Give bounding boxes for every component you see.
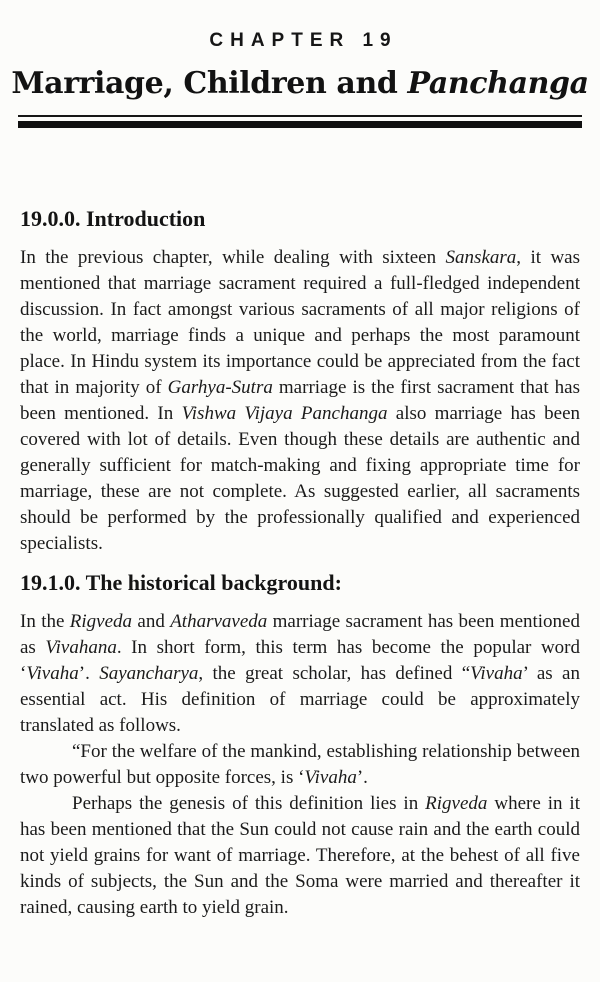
divider-thick-line	[18, 121, 582, 128]
section-heading-introduction: 19.0.0. Introduction	[20, 205, 206, 231]
section-historical-background	[20, 571, 580, 921]
divider-thin-line	[18, 115, 582, 117]
paragraph-historical-2: Perhaps the genesis of this definition lies in Rigveda where in it has been mentioned that the Sun could not cause rain and the earth could not yield grains for want of marriage. Therefore, at the behest of all five kinds of subjects, the Sun and the Soma were married and thereafter it rained, causing earth to yield grain.	[20, 792, 580, 918]
section-introduction	[20, 207, 580, 557]
title-divider	[18, 115, 582, 128]
chapter-title-italic: Panchanga	[407, 66, 589, 101]
paragraph-historical-quote: “For the welfare of the mankind, establishing relationship between two powerful but opposite forces, is ‘Vivaha’.	[20, 740, 580, 788]
section-heading-historical-background: 19.1.0. The historical background:	[20, 569, 342, 595]
chapter-title-main: Marriage, Children and	[11, 66, 408, 101]
paragraph-historical-1: In the Rigveda and Atharvaveda marriage sacrament has been mentioned as Vivahana. In short form, this term has become the popular word ‘Vivaha’. Sayancharya, the great scholar, has defined “Vivaha’ as an essential act. His definition of marriage could be approximately translated as follows.	[20, 610, 581, 736]
chapter-title	[0, 65, 600, 103]
page-body	[20, 207, 580, 921]
paragraph-introduction: In the previous chapter, while dealing with sixteen Sanskara, it was mentioned that marriage sacrament required a full-fledged independent discussion. In fact amongst various sacraments of all major religions of the world, marriage finds a unique and perhaps the most paramount place. In Hindu system its importance could be appreciated from the fact that in majority of Garhya-Sutra marriage is the first sacrament that has been mentioned. In Vishwa Vijaya Panchanga also marriage has been covered with lot of details. Even though these details are authentic and generally sufficient for match-making and fixing appropriate time for marriage, these are not complete. As suggested earlier, all sacraments should be performed by the professionally qualified and experienced specialists.	[20, 246, 581, 554]
chapter-header	[0, 30, 600, 128]
chapter-number-label: CHAPTER 19	[209, 30, 398, 51]
